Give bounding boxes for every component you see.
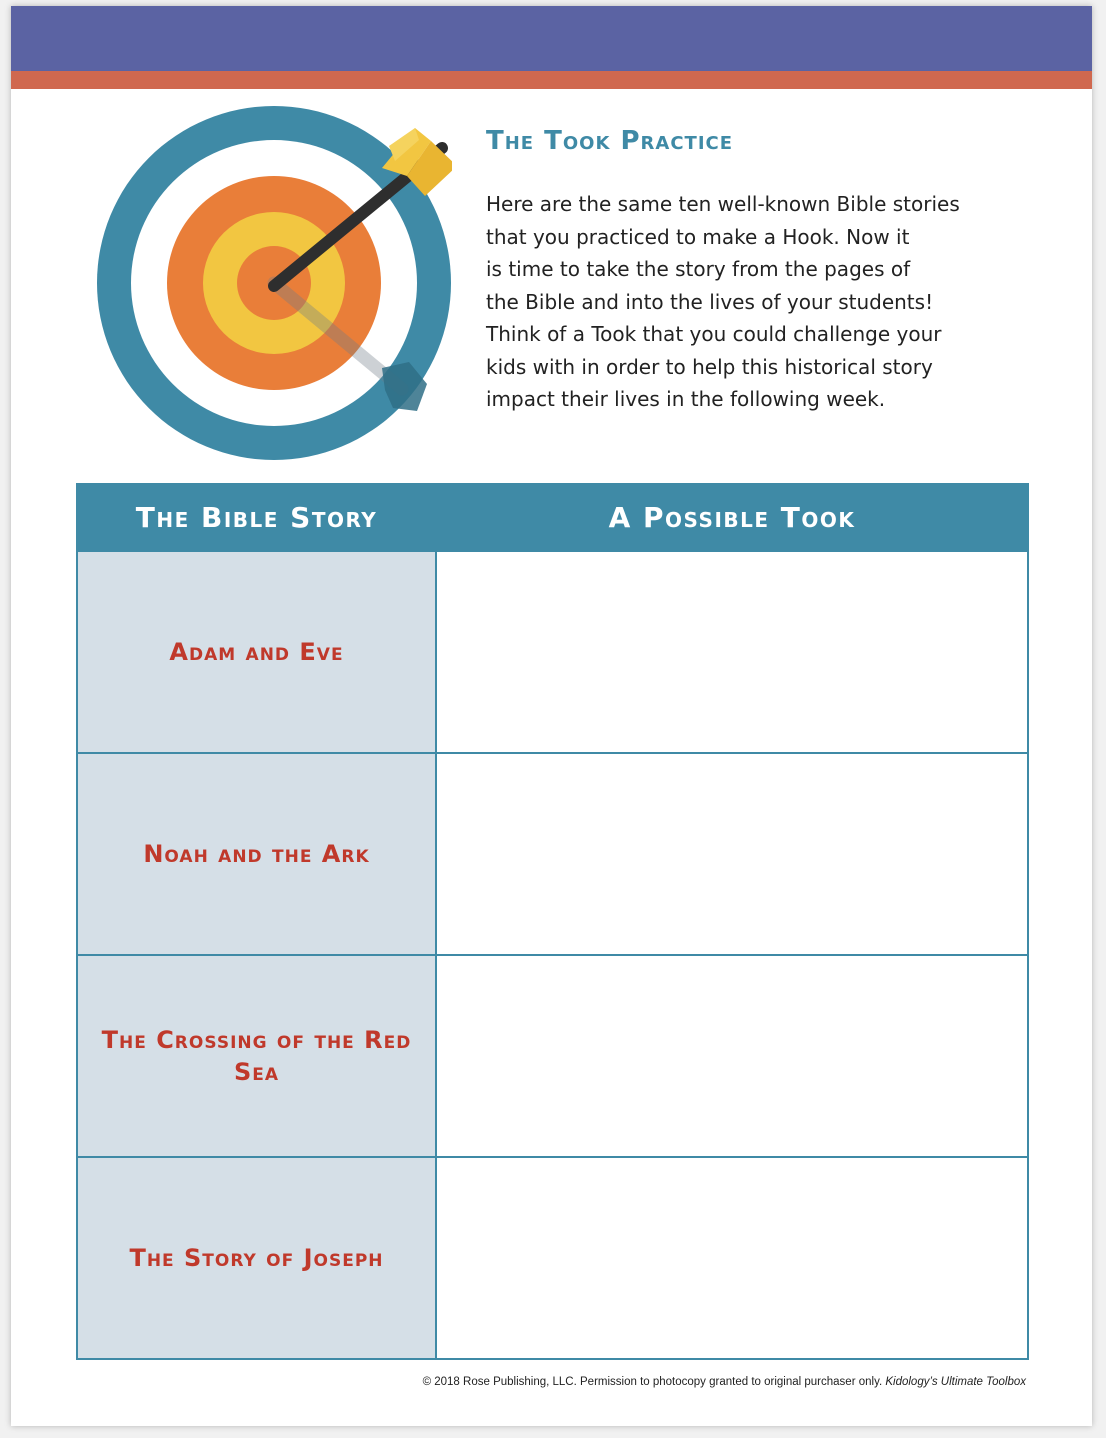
intro-line: impact their lives in the following week. [486,387,886,411]
worksheet-page [11,6,1092,1426]
column-header-bible-story: The Bible Story [77,484,436,551]
header-accent-stripe [11,71,1092,89]
took-answer-cell[interactable] [436,1157,1028,1359]
table-row [77,551,1028,753]
story-cell: Adam and Eve [77,551,436,753]
intro-line: the Bible and into the lives of your students! [486,289,934,314]
bible-story-table [76,483,1029,1360]
copyright-footer [423,1376,1026,1388]
table-row [77,1157,1028,1359]
header-band [11,6,1092,71]
intro-line: Think of a Took that you could challenge your [486,322,942,346]
story-cell: The Story of Joseph [77,1157,436,1359]
took-answer-cell[interactable] [436,551,1028,753]
took-answer-cell[interactable] [436,753,1028,955]
took-answer-cell[interactable] [436,955,1028,1157]
table-row [77,753,1028,955]
intro-line: kids with in order to help this historical story [486,354,933,379]
story-cell: The Crossing of the Red Sea [77,955,436,1157]
intro-paragraph [486,188,986,416]
table-header-row [77,484,1028,551]
intro-line: is time to take the story from the pages of [486,257,911,281]
story-cell: Noah and the Ark [77,753,436,955]
column-header-possible-took: A Possible Took [436,484,1028,551]
book-title: Kidology’s Ultimate Toolbox [885,1376,1026,1388]
copyright-text: © 2018 Rose Publishing, LLC. Permission to photocopy granted to original purchaser only. [422,1376,886,1388]
intro-line: that you practiced to make a Hook. Now it [486,224,910,249]
intro-line: Here are the same ten well-known Bible stories [486,192,960,216]
table-row [77,955,1028,1157]
archery-target-with-arrow-icon [97,106,452,461]
page-title: The Took Practice [486,126,734,156]
